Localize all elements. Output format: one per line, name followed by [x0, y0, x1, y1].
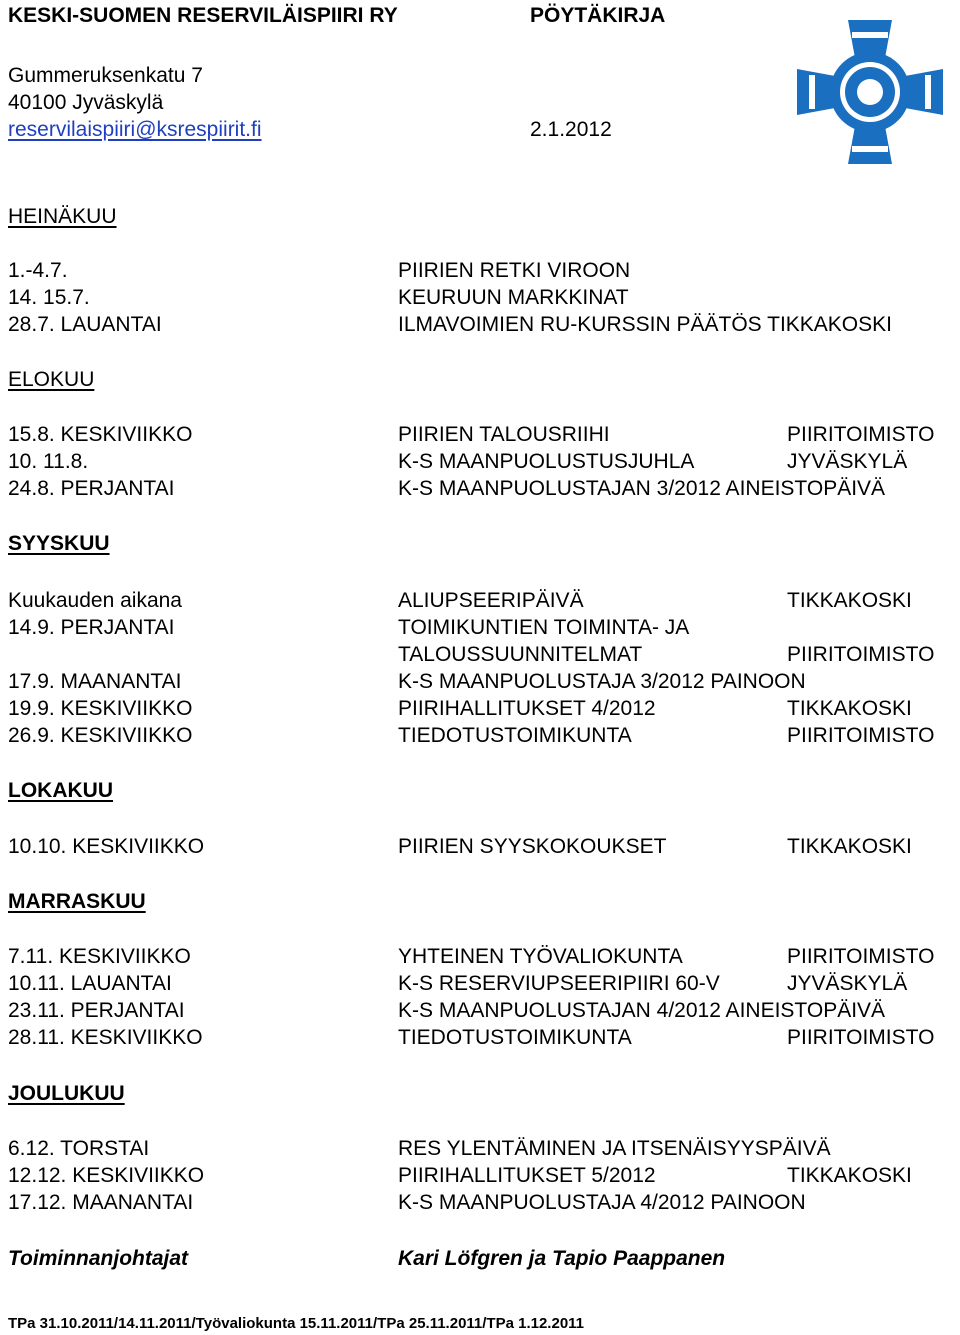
event-date: 10.10. KESKIVIIKKO [8, 835, 205, 858]
event-name: YHTEINEN TYÖVALIOKUNTA [398, 945, 683, 968]
event-name: TOIMIKUNTIEN TOIMINTA- JA [398, 616, 690, 639]
section-syyskuu: SYYSKUU [8, 532, 110, 555]
section-marraskuu: MARRASKUU [8, 890, 146, 913]
event-date: 24.8. PERJANTAI [8, 477, 175, 500]
address-city: 40100 Jyväskylä [8, 91, 164, 114]
signature-names: Kari Löfgren ja Tapio Paappanen [398, 1247, 726, 1270]
event-place: PIIRITOIMISTO [787, 724, 935, 747]
event-name: PIIRIEN TALOUSRIIHI [398, 423, 610, 446]
event-name: ILMAVOIMIEN RU-KURSSIN PÄÄTÖS TIKKAKOSKI [398, 313, 892, 336]
event-place: JYVÄSKYLÄ [787, 972, 908, 995]
event-place: PIIRITOIMISTO [787, 423, 935, 446]
event-name: K-S MAANPUOLUSTAJA 3/2012 PAINOON [398, 670, 806, 693]
signature-role: Toiminnanjohtajat [8, 1247, 189, 1270]
event-date: 14. 15.7. [8, 286, 90, 309]
email-link[interactable]: reservilaispiiri@ksrespiirit.fi [8, 118, 262, 141]
event-date: 15.8. KESKIVIIKKO [8, 423, 193, 446]
event-date: 10.11. LAUANTAI [8, 972, 172, 995]
event-name: PIIRIEN RETKI VIROON [398, 259, 631, 282]
event-name: PIIRIEN SYYSKOKOUKSET [398, 835, 667, 858]
event-date: 10. 11.8. [8, 450, 89, 473]
event-date: 7.11. KESKIVIIKKO [8, 945, 191, 968]
event-name: TIEDOTUSTOIMIKUNTA [398, 1026, 632, 1049]
event-place: TIKKAKOSKI [787, 697, 912, 720]
event-date: 28.11. KESKIVIIKKO [8, 1026, 203, 1049]
event-date: 14.9. PERJANTAI [8, 616, 175, 639]
event-name: KEURUUN MARKKINAT [398, 286, 629, 309]
section-lokakuu: LOKAKUU [8, 779, 113, 802]
event-place: JYVÄSKYLÄ [787, 450, 908, 473]
event-name: RES YLENTÄMINEN JA ITSENÄISYYSPÄIVÄ [398, 1137, 831, 1160]
section-joulukuu: JOULUKUU [8, 1082, 125, 1105]
event-name: PIIRIHALLITUKSET 5/2012 [398, 1164, 656, 1187]
section-elokuu: ELOKUU [8, 368, 95, 391]
event-date: 12.12. KESKIVIIKKO [8, 1164, 205, 1187]
event-date: 17.9. MAANANTAI [8, 670, 182, 693]
event-date: 17.12. MAANANTAI [8, 1191, 194, 1214]
event-name: ALIUPSEERIPÄIVÄ [398, 589, 584, 612]
event-name: K-S MAANPUOLUSTAJAN 3/2012 AINEISTOPÄIVÄ [398, 477, 886, 500]
event-name: K-S MAANPUOLUSTAJAN 4/2012 AINEISTOPÄIVÄ [398, 999, 886, 1022]
document-type: PÖYTÄKIRJA [530, 4, 666, 27]
event-date: Kuukauden aikana [8, 589, 182, 612]
event-date: 23.11. PERJANTAI [8, 999, 185, 1022]
event-date: 28.7. LAUANTAI [8, 313, 162, 336]
event-date: 1.-4.7. [8, 259, 68, 282]
event-name: K-S MAANPUOLUSTAJA 4/2012 PAINOON [398, 1191, 806, 1214]
event-name: PIIRIHALLITUKSET 4/2012 [398, 697, 656, 720]
event-name: TIEDOTUSTOIMIKUNTA [398, 724, 632, 747]
section-heinakuu: HEINÄKUU [8, 205, 117, 228]
event-date: 26.9. KESKIVIIKKO [8, 724, 193, 747]
revision-footer: TPa 31.10.2011/14.11.2011/Työvaliokunta 15.11.2011/TPa 25.11.2011/TPa 1.12.2011 [8, 1315, 585, 1332]
event-date: 19.9. KESKIVIIKKO [8, 697, 193, 720]
event-place: PIIRITOIMISTO [787, 945, 935, 968]
event-place: PIIRITOIMISTO [787, 1026, 935, 1049]
cross-emblem-icon [795, 18, 945, 166]
event-name: TALOUSSUUNNITELMAT [398, 643, 643, 666]
event-name: K-S RESERVIUPSEERIPIIRI 60-V [398, 972, 720, 995]
event-place: TIKKAKOSKI [787, 1164, 912, 1187]
event-name: K-S MAANPUOLUSTUSJUHLA [398, 450, 695, 473]
document-date: 2.1.2012 [530, 118, 612, 141]
event-date: 6.12. TORSTAI [8, 1137, 150, 1160]
event-place: TIKKAKOSKI [787, 589, 912, 612]
event-place: TIKKAKOSKI [787, 835, 912, 858]
organization-name: KESKI-SUOMEN RESERVILÄISPIIRI RY [8, 4, 398, 27]
address-street: Gummeruksenkatu 7 [8, 64, 203, 87]
event-place: PIIRITOIMISTO [787, 643, 935, 666]
